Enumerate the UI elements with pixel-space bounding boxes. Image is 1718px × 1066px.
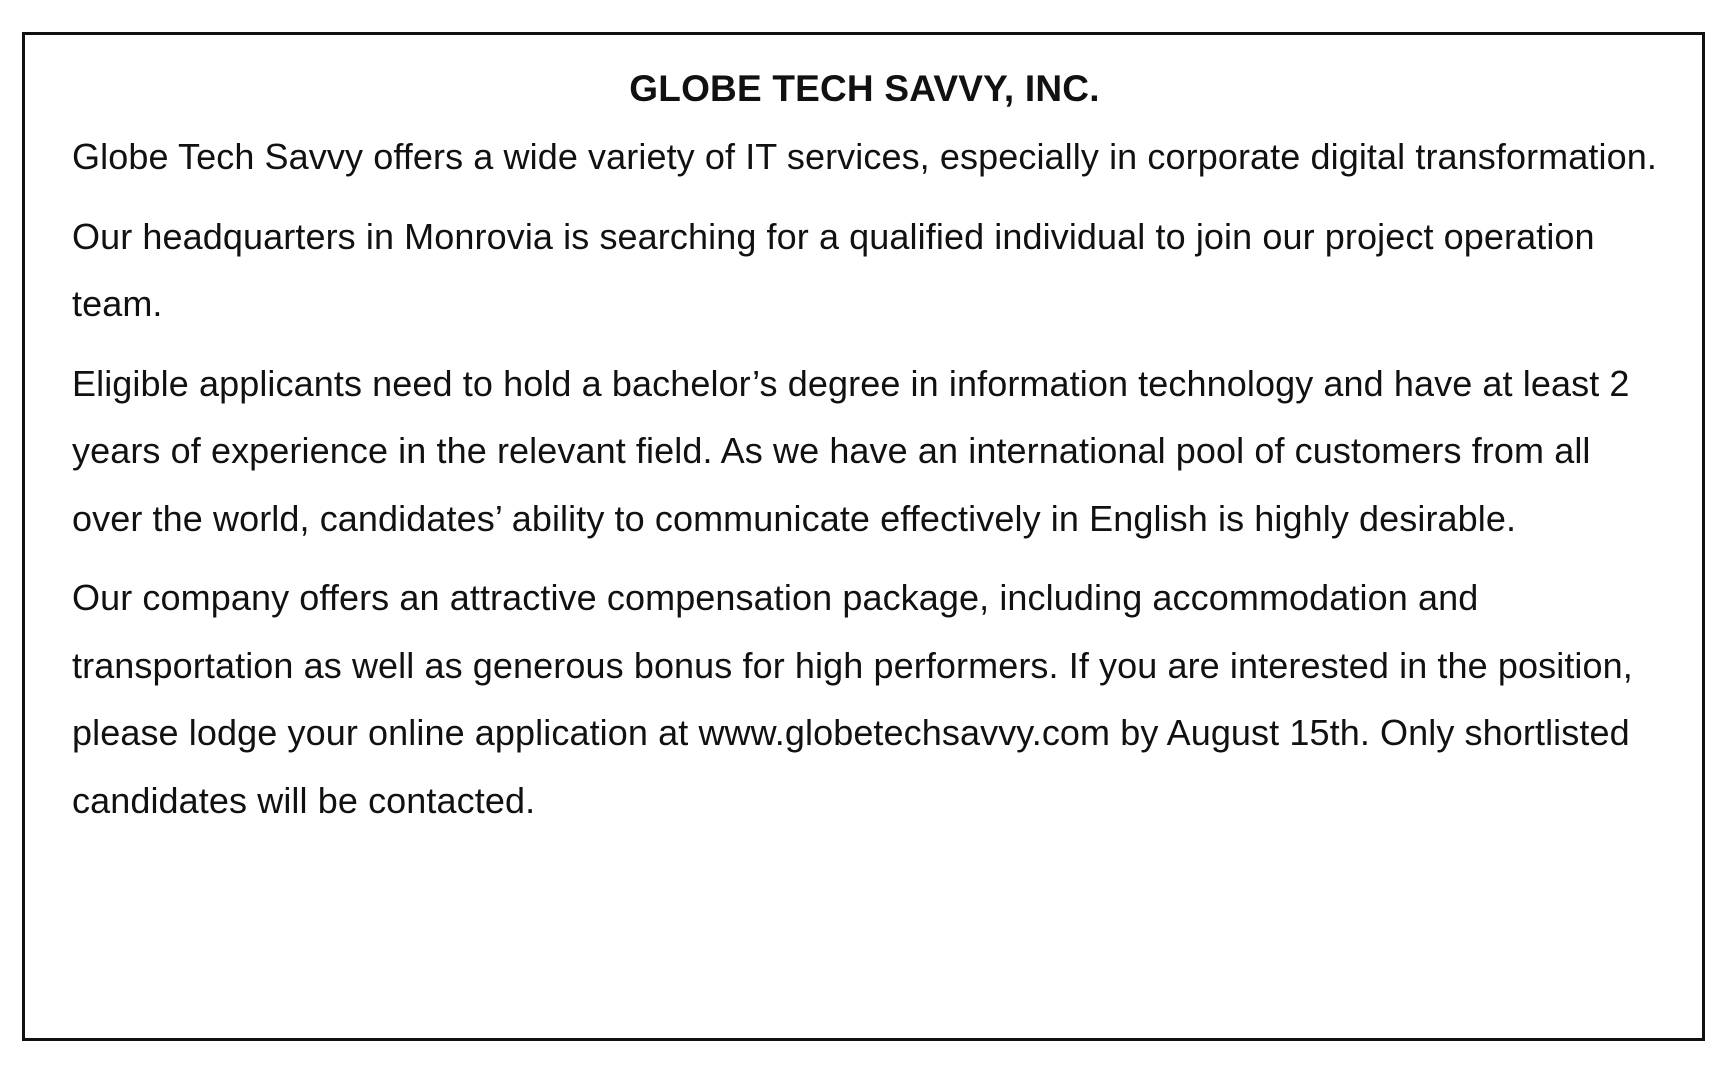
job-advertisement-box bbox=[22, 32, 1705, 1041]
paragraph-company-intro: Globe Tech Savvy offers a wide variety of IT services, especially in corporate digital transformation. bbox=[72, 136, 1657, 177]
paragraph-position: Our headquarters in Monrovia is searching for a qualified individual to join our project operation team. bbox=[72, 215, 1595, 324]
company-title: GLOBE TECH SAVVY, INC. bbox=[629, 68, 1100, 109]
paragraph-benefits-and-application: Our company offers an attractive compensation package, including accommodation and transportation as well as generous bonus for high performers. If you are interested in the position, please lodge your online application at www.globetechsavvy.com by August 15th. Only shortlisted candidates will be contacted. bbox=[72, 577, 1633, 821]
paragraph-requirements: Eligible applicants need to hold a bachelor’s degree in information technology and have at least 2 years of experience in the relevant field. As we have an international pool of customers from all over the world, candidates’ ability to communicate effectively in English is highly desirable. bbox=[72, 362, 1630, 539]
